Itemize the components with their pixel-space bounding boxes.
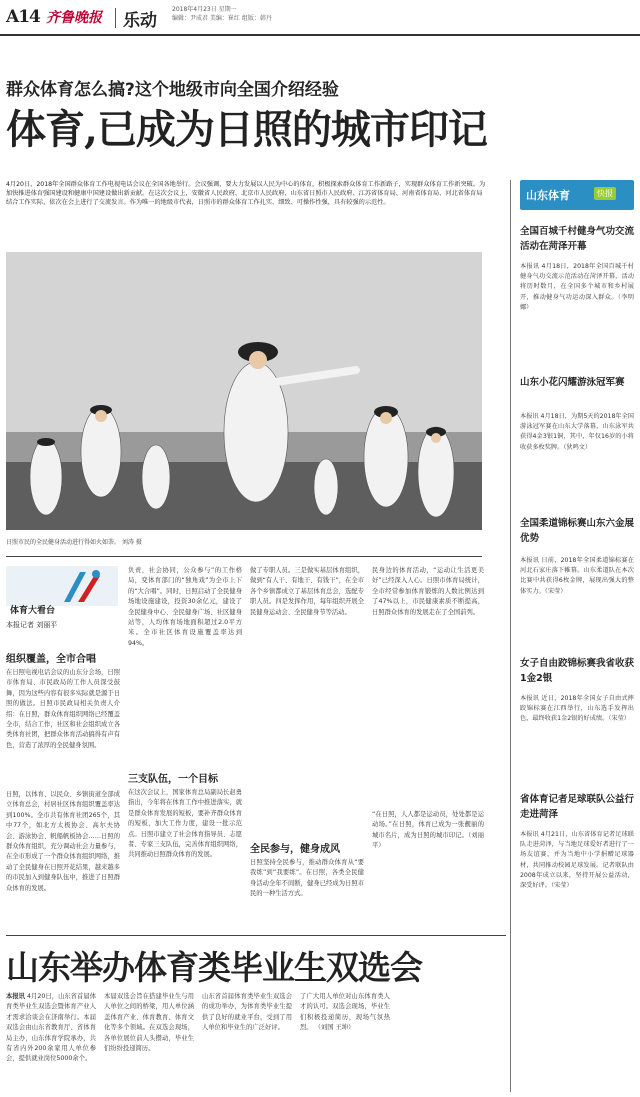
sidebar-item-body: 本报讯 日前，2018年全国柔道锦标赛在河北石家庄落下帷幕。山东柔道队在本次比赛中共获得6枚金牌，展现出强大的整体实力。（宋莹）: [520, 557, 634, 595]
sidebar-banner: [520, 180, 634, 210]
sidebar-item-title: 全国百城千村健身气功交流活动在菏泽开幕: [520, 226, 635, 252]
header-editors: 编辑：尹成君 美编：崔红 组版：韩丹: [172, 15, 272, 22]
divider: [6, 556, 482, 557]
article-headline: 体育,已成为日照的城市印记: [6, 106, 487, 153]
column-label: 体育大看台: [10, 606, 56, 616]
byline: 本报记者 刘丽平: [6, 621, 58, 629]
col1-bottom: 日照，以体育、以民众、乡镇街道全部成立体育总会，村居社区体育组织覆盖率达到100%。全市共有体育社团265个，其中77个，如北方太极协会、高尔夫协会、游泳协会、帆船帆板协会……日照的群众体育组织，充分调动社会力量参与，在全市形成了一个群众体育组织网络，推动了全民健身在日照开花结果，越来越多的市民加入到健身队伍中，推进了日照群众体育的发展。: [6, 791, 120, 892]
column-logo: [6, 566, 118, 608]
col3-top: 做了专职人员。三是做实基层体育组织，做到“有人干、有地干、有钱干”，在全市各个乡镇都成立了基层体育总会，选配专职人员。四是发挥作用，每年组织开展全民健身运动会、全民健身节等活动。: [250, 567, 364, 616]
sidebar-item-body: 本报讯 4月18日，2018年全国百城千村健身气功交流示范活动在菏泽开幕，活动将历时数月，在全国多个城市和乡村展开，推动健身气功运动深入群众。（李明娜）: [520, 263, 634, 311]
second-body1: 4月20日，山东省首届体育类毕业生双选会暨体育产业人才需求洽谈会在济南举行。本届双选会由山东省教育厅、省体育局主办，山东体育学院承办，共有省内外200余家用人单位参会，提供就业岗位5000余个。: [6, 993, 96, 1063]
section-title: 乐动: [123, 11, 157, 31]
second-col1: [6, 992, 96, 1092]
second-body4: 了广大用人单位对山东体育类人才的认可。双选会现场，毕业生们积极投递简历，现场气氛热烈。 （刘国 王坤）: [300, 993, 390, 1032]
subheading-2: 三支队伍，一个目标: [128, 774, 218, 785]
sports-logo-icon: [6, 566, 118, 606]
sidebar-item-body: 本报讯 近日，2018年全国女子自由式摔跤锦标赛在江西举行，山东选手发挥出色，最终收获1金2银的好成绩。（宋莹）: [520, 695, 634, 723]
header-meta: [172, 5, 272, 23]
second-body3: 山东省首届体育类毕业生双选会的成功举办，为体育类毕业生提供了良好的就业平台，受到了用人单位和毕业生的广泛好评。: [202, 993, 292, 1032]
article-lead: 4月20日，2018年全国群众体育工作电视电话会议在全国各地举行。会议强调，要大力发展以人民为中心的体育，积极探索群众体育工作新路子，实现群众体育工作新突破。为加快推进体育强国建设和健康中国建设做出新贡献。在这次会议上，安徽省人民政府、北京市人民政府、山东省日照市人民政府、江苏省体育局、河南省体育局、河北省体育局结合工作实际，依次在会上进行了交流发言。作为唯一的地级市代表，日照市的群众体育工作扎实、细致、可操作性强，具有较强的示范性。: [6, 181, 486, 206]
sidebar-item-title: 省体育记者足球联队公益行走进菏泽: [520, 794, 635, 820]
page-number: A14: [6, 7, 40, 27]
col4-top: 民身边的体育活动，“运动让生活更美好”已经深入人心。日照市体育局统计，全市经常参加体育锻炼的人数比例达到了47%以上，市民健康素质不断提高，日照群众体育的发展走在了全国前列。: [372, 567, 484, 616]
col3-bottom: 日照坚持全民参与，推动群众体育从“要我练”到“我要练”。在日照，各类全民健身活动全年不间断，健身已经成为日照市民的一种生活方式。: [250, 859, 364, 898]
col2-top: 负责，社会协同，公众参与”的工作格局，变体育部门的“独角戏”为全市上下的“大合唱”。同时，日照启动了全民健身场地设施建设，投资30余亿元，建设了全民健身中心、全民健身广场、社区健身站等，人均体育场地面积超过2.0平方米。全市社区体育设施覆盖率达到94%。: [128, 567, 242, 647]
col4-bottom: “在日照，人人都是运动员，处处都是运动场。”在日照，体育已成为一张靓丽的城市名片，成为日照的城市印记。（刘丽平）: [372, 811, 484, 850]
sidebar-banner-title: 山东体育: [526, 189, 570, 202]
article-photo: [6, 252, 482, 530]
sidebar-banner-tag: 快报: [594, 187, 616, 200]
subheading-3: 全民参与，健身成风: [250, 844, 340, 855]
article-kicker: 群众体育怎么搞?这个地级市向全国介绍经验: [6, 80, 339, 100]
sidebar-item-title: 女子自由跤锦标赛我省收获1金2银: [520, 658, 635, 684]
photo-caption: 日照市民的全民健身活动进行得如火如荼。 刘涛 摄: [6, 539, 142, 546]
sidebar-item-title: 全国柔道锦标赛山东六金展优势: [520, 518, 635, 544]
newspaper-logo: 齐鲁晚报: [46, 10, 102, 26]
second-byline: 本报讯: [6, 993, 25, 1000]
sidebar-item-body: 本报讯 4月18日，为期5天的2018年全国游泳冠军赛在山东大学落幕，山东泳军共获得4金3银1铜，其中，年仅16岁的小将收获多枚奖牌。（狄鸣文）: [520, 413, 634, 451]
second-headline: 山东举办体育类毕业生双选会: [6, 948, 422, 987]
sidebar-item-body: 本报讯 4月21日，山东省体育记者足球联队走进菏泽，与当地足球爱好者进行了一场友谊赛，并为当地中小学捐赠足球器材，共同推动校园足球发展。记者联队由2008年成立以来，坚持开展公益活动，深受好评。（宋莹）: [520, 831, 634, 890]
second-body2: 本届双选会旨在搭建毕业生与用人单位之间的桥梁，用人单位涵盖体育产业、体育教育、体育文化等多个领域。在双选会现场，各单位展位前人头攒动，毕业生们纷纷投递简历。: [104, 993, 194, 1053]
header-divider: [115, 8, 116, 28]
taichi-crowd-image: [6, 252, 482, 530]
col2-bottom: 在这次会议上，国家体育总局副局长赵勇指出，今年将在体育工作中推进落实，就是群众体育发展的短板，要补齐群众体育的短板，加大工作力度，建设一批示范点。日照市建立了社会体育指导员、志愿者、专家三支队伍，完善体育组织网络，共同推动日照群众体育的发展。: [128, 789, 242, 859]
subheading-1: 组织覆盖，全市合唱: [6, 654, 96, 665]
divider: [6, 935, 506, 936]
col1-top: 在日照电视电话会议的山东分会场，日照市体育局、市民政局的工作人员深受鼓舞，因为这些内容有很多实际就是源于日照的做法。日照市民政局相关负责人介绍：在日照，群众体育组织网络已经覆盖全市，结合工作，社区和社会组织成立各类体育社团，把群众体育活动搞得有声有色，营造了浓厚的全民健身氛围。: [6, 669, 120, 749]
header-date: 2018年4月23日 星期一: [172, 6, 237, 13]
sidebar-divider: [510, 180, 511, 1092]
sidebar-item-title: 山东小花闪耀游泳冠军赛: [520, 377, 625, 388]
